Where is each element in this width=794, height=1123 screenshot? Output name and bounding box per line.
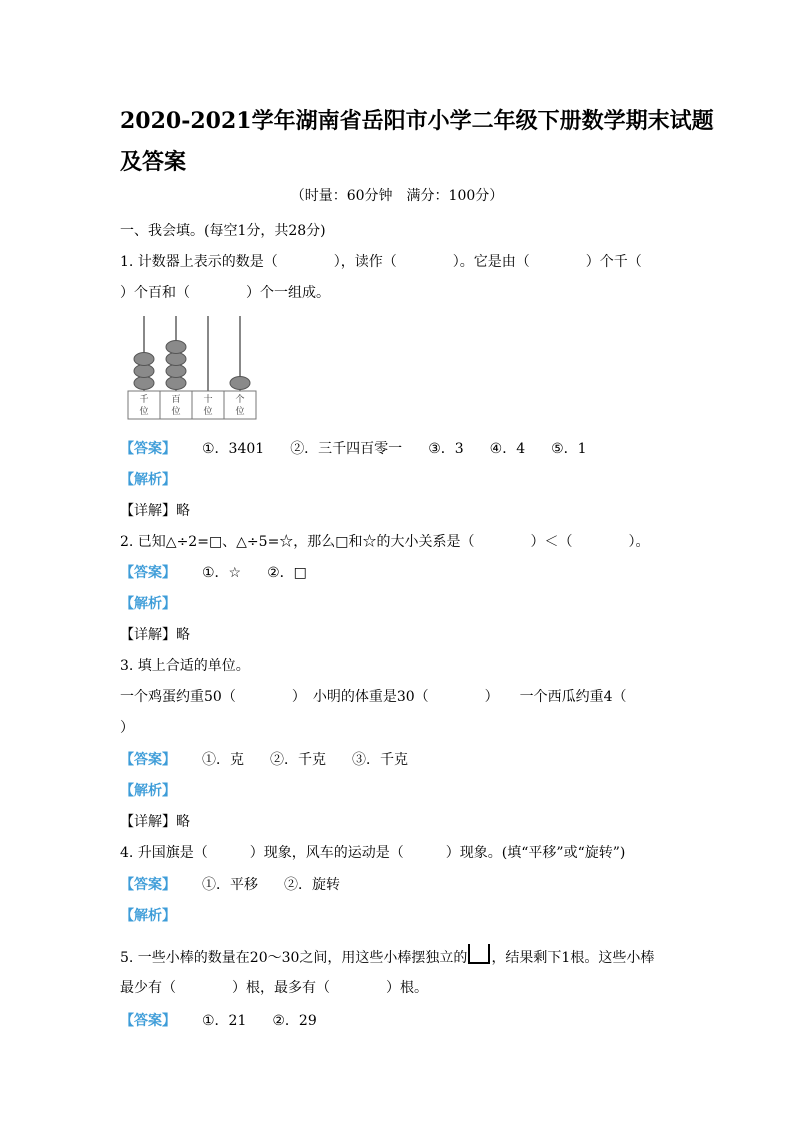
abacus-bead [134, 377, 154, 390]
answer-item: ②．旋转 [284, 877, 340, 893]
answer-tag: 【答案】 [120, 565, 176, 581]
abacus-bead [134, 365, 154, 378]
q1-answer [120, 438, 587, 458]
answer-item: ①．3401 [202, 441, 265, 457]
q5-text-line1 [120, 944, 654, 967]
answer-item: ①．平移 [202, 877, 258, 893]
q1-analysis: 【解析】 [120, 472, 176, 488]
abacus-place-label: 位 [235, 407, 245, 417]
q5-text-line2: 最少有（ ）根，最多有（ ）根。 [120, 980, 428, 996]
open-square-icon [468, 944, 490, 964]
abacus-beads [134, 341, 250, 390]
q3-detail: 【详解】略 [120, 814, 190, 830]
q5-answer [120, 1010, 317, 1030]
abacus-place-label: 个 [235, 395, 245, 405]
q5-text-part2: ，结果剩下1根。这些小棒 [491, 950, 655, 966]
answer-tag: 【答案】 [120, 877, 176, 893]
q3-text-line1: 3. 填上合适的单位。 [120, 658, 250, 674]
answer-item: ③．3 [428, 441, 464, 457]
q2-analysis: 【解析】 [120, 596, 176, 612]
section-heading: 一、我会填。(每空1分，共28分) [120, 223, 326, 239]
q2-answer [120, 562, 307, 582]
answer-item: ②．29 [272, 1013, 317, 1029]
abacus-bead [166, 365, 186, 378]
doc-title-line1: 2020-2021学年湖南省岳阳市小学二年级下册数学期末试题 [120, 108, 714, 134]
abacus-place-label: 位 [139, 407, 149, 417]
abacus-bead [230, 377, 250, 390]
abacus-bead [166, 353, 186, 366]
answer-tag: 【答案】 [120, 441, 176, 457]
abacus-place-label: 千 [139, 395, 149, 405]
answer-item: ②．千克 [270, 752, 326, 768]
answer-item: ④．4 [489, 441, 526, 457]
answer-item: ⑤．1 [551, 441, 587, 457]
abacus-place-label: 百 [171, 395, 181, 405]
answer-tag: 【答案】 [120, 752, 176, 768]
answer-item: ①．☆ [202, 565, 242, 581]
answer-tag: 【答案】 [120, 1013, 176, 1029]
abacus-place-label: 位 [203, 407, 213, 417]
q1-detail: 【详解】略 [120, 503, 190, 519]
q1-text-line1: 1. 计数器上表示的数是（ ），读作（ ）。它是由（ ）个千（ [120, 254, 642, 270]
answer-item: ①．21 [202, 1013, 247, 1029]
q1-text-line2: ）个百和（ ）个一组成。 [120, 285, 330, 301]
answer-item: ②．□ [267, 565, 307, 581]
exam-info: （时量：60分钟 满分：100分） [290, 188, 504, 204]
abacus-bead [134, 353, 154, 366]
q4-analysis: 【解析】 [120, 908, 176, 924]
abacus-bead [166, 341, 186, 354]
doc-title-line2: 及答案 [120, 149, 187, 175]
q3-analysis: 【解析】 [120, 783, 176, 799]
abacus-place-label: 十 [203, 395, 213, 405]
q2-detail: 【详解】略 [120, 627, 190, 643]
abacus-figure [120, 312, 260, 422]
q3-text-line2: 一个鸡蛋约重50（ ） 小明的体重是30（ ） 一个西瓜约重4（ [120, 689, 627, 705]
q4-answer [120, 874, 340, 894]
q3-answer [120, 749, 408, 769]
answer-item: ①．克 [202, 752, 244, 768]
answer-item: ②．三千四百零一 [290, 441, 403, 457]
q2-text: 2. 已知△÷2=□、△÷5=☆，那么□和☆的大小关系是（ ）＜（ ）。 [120, 534, 650, 550]
answer-item: ③．千克 [352, 752, 408, 768]
abacus-bead [166, 377, 186, 390]
q5-text-part1: 5. 一些小棒的数量在20～30之间，用这些小棒摆独立的 [120, 950, 468, 966]
q3-text-line3: ） [120, 720, 134, 736]
abacus-rods [144, 316, 240, 391]
abacus-label-box [128, 391, 256, 419]
abacus-place-label: 位 [171, 407, 181, 417]
q4-text: 4. 升国旗是（ ）现象，风车的运动是（ ）现象。(填“平移”或“旋转”) [120, 845, 626, 861]
